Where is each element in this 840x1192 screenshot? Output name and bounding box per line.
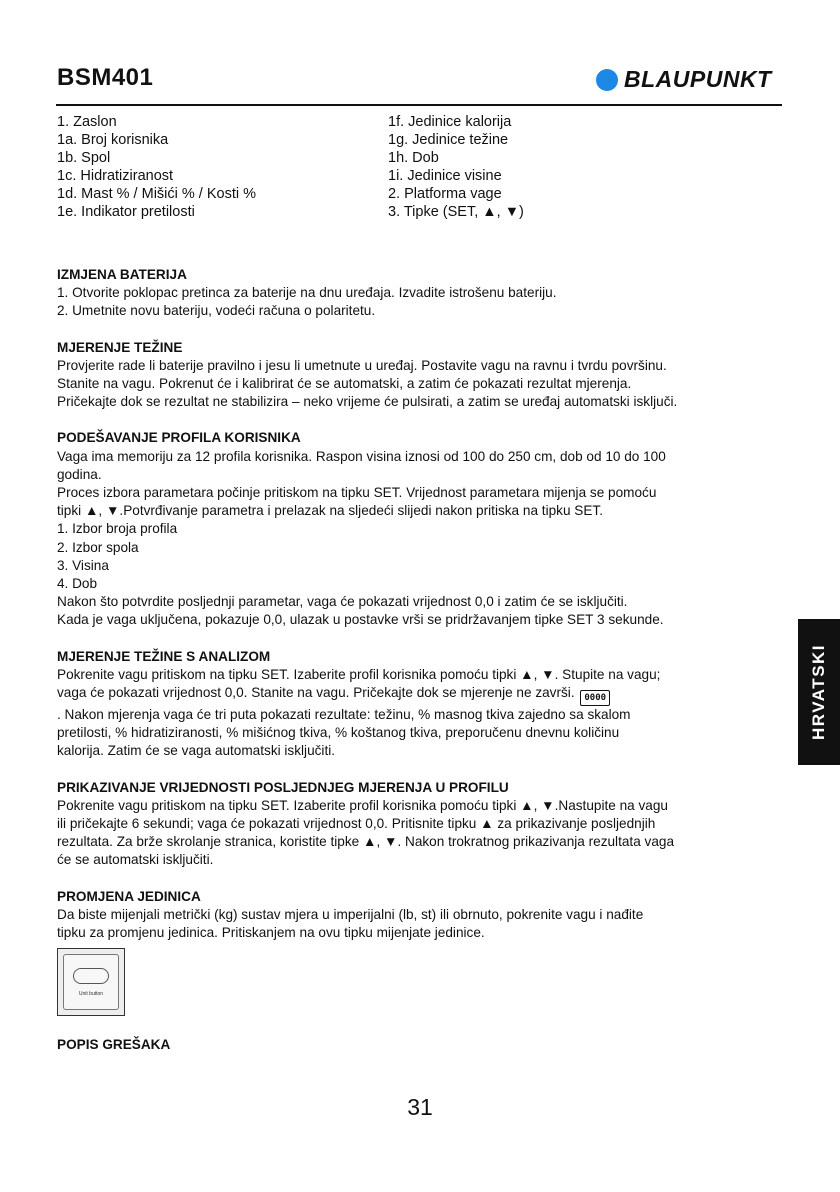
unit-button-image [57, 948, 125, 1016]
legend-item: 1i. Jedinice visine [388, 168, 502, 184]
text-line: tipki ▲, ▼.Potvrđivanje parametra i prelazak na sljedeći slijedi nakon pritiska na tipku SET. [57, 503, 603, 519]
text-line: Kada je vaga uključena, pokazuje 0,0, ulazak u postavke vrši se pridržavanjem tipke SET 3 sekunde. [57, 612, 664, 628]
section-user-profile-setup [57, 429, 787, 629]
unit-pill-shape [73, 968, 109, 984]
parts-legend-right [388, 113, 524, 221]
text-line: Pokrenite vagu pritiskom na tipku SET. Izaberite profil korisnika pomoću tipki ▲, ▼.Nastupite na vagu [57, 797, 668, 813]
legend-item: 2. Platforma vage [388, 186, 502, 202]
legend-item: 1a. Broj korisnika [57, 132, 169, 148]
legend-item: 1d. Mast % / Mišići % / Kosti % [57, 186, 257, 202]
section-heading: MJERENJE TEŽINE S ANALIZOM [57, 648, 271, 664]
brand-logo [596, 66, 772, 93]
brand-dot-icon [596, 69, 618, 91]
section-heading: PRIKAZIVANJE VRIJEDNOSTI POSLJEDNJEG MJERENJA U PROFILU [57, 779, 509, 795]
text-line: kalorija. Zatim će se vaga automatski isključiti. [57, 743, 336, 759]
section-analysis-measurement [57, 648, 787, 761]
text-line [57, 684, 787, 706]
text-line: Provjerite rade li baterije pravilno i jesu li umetnute u uređaj. Postavite vagu na ravnu i tvrdu površinu. [57, 357, 667, 373]
section-heading: POPIS GREŠAKA [57, 1037, 171, 1053]
parts-legend-left [57, 113, 256, 221]
legend-item: 1. Zaslon [57, 114, 117, 130]
display-icon: 0000 [580, 690, 610, 706]
language-tab [798, 619, 840, 765]
header-divider [56, 104, 782, 106]
text-line: Nakon što potvrdite posljednji parametar, vaga će pokazati vrijednost 0,0 i zatim će se isključiti. [57, 594, 628, 610]
section-heading: PODEŠAVANJE PROFILA KORISNIKA [57, 430, 301, 446]
section-unit-change [57, 888, 787, 1017]
section-error-list [57, 1036, 787, 1054]
unit-button-icon [63, 954, 119, 1010]
model-title: BSM401 [57, 64, 154, 91]
text-line: će se automatski isključiti. [57, 852, 214, 868]
legend-item: 1f. Jedinice kalorija [388, 114, 512, 130]
section-heading: IZMJENA BATERIJA [57, 267, 187, 282]
section-last-measurement [57, 779, 787, 870]
language-tab-label: HRVATSKI [809, 643, 828, 741]
text-line: Pričekajte dok se rezultat ne stabilizira – neko vrijeme će pulsirati, a zatim se uređaj automatski isključi. [57, 394, 678, 410]
text-line: Stanite na vagu. Pokrenut će i kalibrirat će se automatski, a zatim će pokazati rezultat mjerenja. [57, 376, 632, 392]
text-line: Proces izbora parametara počinje pritiskom na tipku SET. Vrijednost parametara mijenja se pomoću [57, 485, 657, 501]
legend-item: 3. Tipke (SET, ▲, ▼) [388, 204, 524, 220]
text-line: tipku za promjenu jedinica. Pritiskanjem na ovu tipku mijenjate jedinice. [57, 925, 485, 941]
unit-button-label: Unit button [78, 991, 104, 998]
text-line: godina. [57, 466, 102, 482]
legend-item: 1c. Hidratiziranost [57, 168, 174, 184]
text-line: rezultata. Za brže skrolanje stranica, koristite tipke ▲, ▼. Nakon trokratnog prikazivanja rezultata vaga [57, 834, 675, 850]
text-line: Pokrenite vagu pritiskom na tipku SET. Izaberite profil korisnika pomoću tipki ▲, ▼. Stupite na vagu; [57, 666, 661, 682]
text-line: 1. Izbor broja profila [57, 521, 178, 537]
page-number: 31 [407, 1094, 433, 1120]
text-line: pretilosti, % hidratiziranosti, % mišićnog tkiva, % koštanog tkiva, preporučenu dnevnu količinu [57, 725, 620, 741]
section-heading: PROMJENA JEDINICA [57, 888, 201, 904]
section-heading: MJERENJE TEŽINE [57, 339, 183, 355]
legend-item: 1e. Indikator pretilosti [57, 204, 195, 220]
text-line: 3. Visina [57, 557, 109, 573]
legend-item: 1g. Jedinice težine [388, 132, 509, 148]
text-line: . Nakon mjerenja vaga će tri puta pokazati rezultate: težinu, % masnog tkiva zajedno sa skalom [57, 707, 631, 723]
manual-content [57, 266, 787, 1073]
text-line: Vaga ima memoriju za 12 profila korisnika. Raspon visina iznosi od 100 do 250 cm, dob od 10 do 100 [57, 448, 666, 464]
text-line: 4. Dob [57, 576, 98, 592]
text-line: 2. Umetnite novu bateriju, vodeći računa o polaritetu. [57, 303, 376, 319]
text-line: Da biste mijenjali metrički (kg) sustav mjera u imperijalni (lb, st) ili obrnuto, pokrenite vagu i nađite [57, 906, 644, 922]
text-segment: vaga će pokazati vrijednost 0,0. Stanite na vagu. Pričekajte dok se mjerenje ne završi. [57, 685, 575, 701]
brand-name: BLAUPUNKT [624, 66, 772, 92]
section-weight-measurement [57, 339, 787, 412]
text-line: 1. Otvorite poklopac pretinca za baterije na dnu uređaja. Izvadite istrošenu bateriju. [57, 285, 557, 301]
text-line: 2. Izbor spola [57, 539, 139, 555]
section-battery-replacement [57, 266, 787, 321]
text-line: ili pričekajte 6 sekundi; vaga će pokazati vrijednost 0,0. Pritisnite tipku ▲ za prikazivanje posljednjih [57, 816, 656, 832]
legend-item: 1b. Spol [57, 150, 111, 166]
legend-item: 1h. Dob [388, 150, 439, 166]
